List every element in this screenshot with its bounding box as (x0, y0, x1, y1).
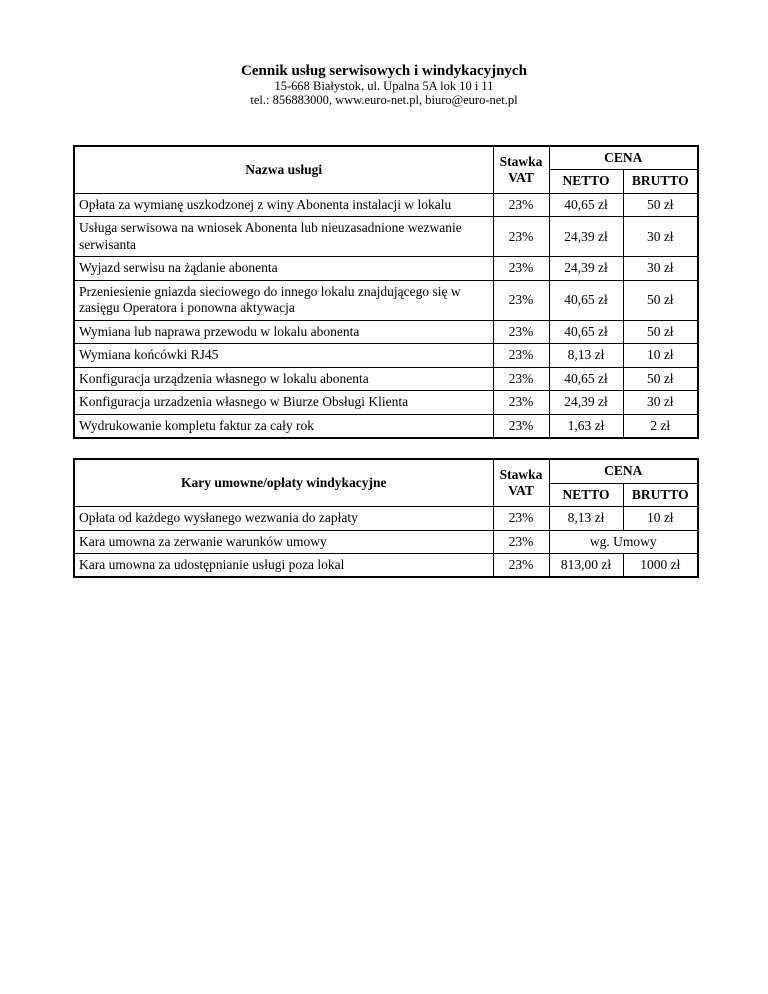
price-brutto-cell: 50 zł (623, 320, 698, 343)
price-netto-cell: 8,13 zł (549, 344, 623, 367)
service-price-table (73, 145, 699, 439)
table-row (74, 414, 698, 438)
vat-rate-cell: 23% (493, 217, 549, 257)
price-brutto-cell: 10 zł (623, 344, 698, 367)
table-row (74, 507, 698, 530)
service-price-table-header (74, 146, 698, 193)
price-netto-cell: 24,39 zł (549, 391, 623, 414)
price-brutto-cell: 30 zł (623, 217, 698, 257)
price-brutto-cell: 30 zł (623, 257, 698, 280)
table-row (74, 553, 698, 577)
document-title: Cennik usług serwisowych i windykacyjnych (241, 63, 527, 79)
vat-rate-cell: 23% (493, 367, 549, 390)
column-header-netto: NETTO (549, 483, 623, 506)
penalty-fees-table-body (74, 507, 698, 578)
column-header-vat-rate: Stawka VAT (493, 146, 549, 193)
price-netto-cell: 8,13 zł (549, 507, 623, 530)
vat-rate-cell: 23% (493, 320, 549, 343)
service-price-table-body (74, 193, 698, 438)
price-netto-cell: 40,65 zł (549, 367, 623, 390)
document-header (0, 0, 768, 107)
table-row (74, 344, 698, 367)
service-name-cell: Wymiana lub naprawa przewodu w lokalu abonenta (74, 320, 493, 343)
company-contact: tel.: 856883000, www.euro-net.pl, biuro@euro-net.pl (250, 93, 518, 107)
price-netto-cell: 24,39 zł (549, 257, 623, 280)
service-name-cell: Konfiguracja urządzenia własnego w lokalu abonenta (74, 367, 493, 390)
vat-rate-cell: 23% (493, 391, 549, 414)
vat-rate-cell: 23% (493, 507, 549, 530)
column-header-brutto: BRUTTO (623, 170, 698, 193)
vat-rate-cell: 23% (493, 193, 549, 216)
price-netto-cell: 40,65 zł (549, 193, 623, 216)
column-header-penalty-name: Kary umowne/opłaty windykacyjne (74, 459, 493, 506)
service-name-cell: Wydrukowanie kompletu faktur za cały rok (74, 414, 493, 438)
table-row (74, 391, 698, 414)
vat-rate-cell: 23% (493, 344, 549, 367)
price-brutto-cell: 1000 zł (623, 553, 698, 577)
table-row (74, 280, 698, 320)
vat-rate-cell: 23% (493, 257, 549, 280)
column-header-netto: NETTO (549, 170, 623, 193)
price-netto-cell: 813,00 zł (549, 553, 623, 577)
service-name-cell: Opłata od każdego wysłanego wezwania do zapłaty (74, 507, 493, 530)
service-name-cell: Kara umowna za udostępnianie usługi poza lokal (74, 553, 493, 577)
penalty-fees-table-header (74, 459, 698, 506)
column-header-price-group: CENA (549, 459, 698, 483)
column-header-service-name: Nazwa usługi (74, 146, 493, 193)
table-row (74, 530, 698, 553)
table-row (74, 257, 698, 280)
price-brutto-cell: 10 zł (623, 507, 698, 530)
service-name-cell: Przeniesienie gniazda sieciowego do innego lokalu znajdującego się w zasięgu Operatora i ponowna aktywacja (74, 280, 493, 320)
service-name-cell: Wyjazd serwisu na żądanie abonenta (74, 257, 493, 280)
penalty-fees-table (73, 458, 699, 578)
price-brutto-cell: 2 zł (623, 414, 698, 438)
vat-rate-cell: 23% (493, 553, 549, 577)
column-header-vat-rate: Stawka VAT (493, 459, 549, 506)
price-brutto-cell: 50 zł (623, 193, 698, 216)
price-brutto-cell: 50 zł (623, 280, 698, 320)
table-row (74, 367, 698, 390)
table-row (74, 193, 698, 216)
price-merged-cell: wg. Umowy (549, 530, 698, 553)
service-name-cell: Usługa serwisowa na wniosek Abonenta lub nieuzasadnione wezwanie serwisanta (74, 217, 493, 257)
service-name-cell: Opłata za wymianę uszkodzonej z winy Abonenta instalacji w lokalu (74, 193, 493, 216)
price-netto-cell: 24,39 zł (549, 217, 623, 257)
column-header-price-group: CENA (549, 146, 698, 170)
price-netto-cell: 40,65 zł (549, 320, 623, 343)
price-brutto-cell: 50 zł (623, 367, 698, 390)
service-name-cell: Wymiana końcówki RJ45 (74, 344, 493, 367)
table-row (74, 217, 698, 257)
vat-rate-cell: 23% (493, 414, 549, 438)
table-row (74, 320, 698, 343)
price-netto-cell: 1,63 zł (549, 414, 623, 438)
company-address: 15-668 Białystok, ul. Upalna 5A lok 10 i 11 (274, 79, 494, 93)
service-name-cell: Kara umowna za zerwanie warunków umowy (74, 530, 493, 553)
column-header-brutto: BRUTTO (623, 483, 698, 506)
vat-rate-cell: 23% (493, 530, 549, 553)
price-netto-cell: 40,65 zł (549, 280, 623, 320)
service-name-cell: Konfiguracja urzadzenia własnego w Biurze Obsługi Klienta (74, 391, 493, 414)
price-brutto-cell: 30 zł (623, 391, 698, 414)
vat-rate-cell: 23% (493, 280, 549, 320)
